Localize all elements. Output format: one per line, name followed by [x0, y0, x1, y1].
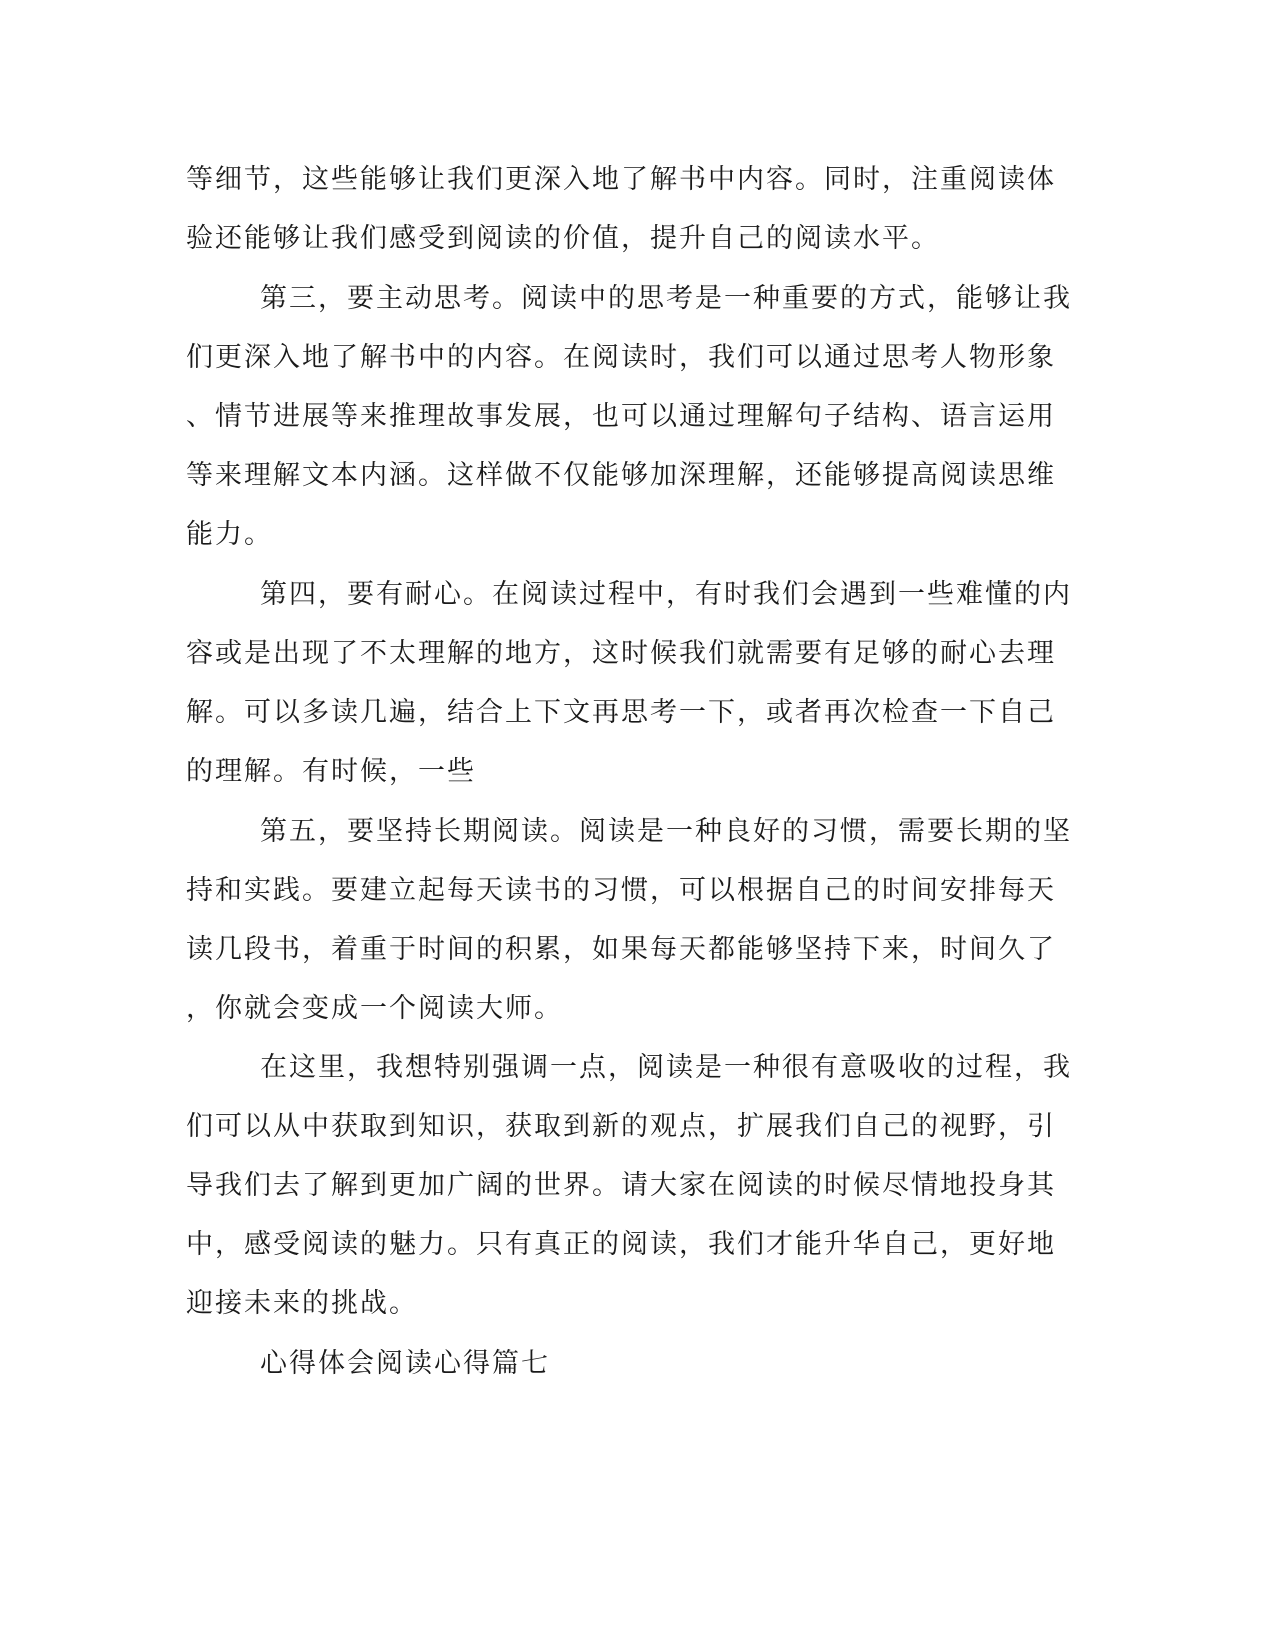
text-line: 读几段书，着重于时间的积累，如果每天都能够坚持下来，时间久了 [186, 934, 1056, 965]
text-line: 持和实践。要建立起每天读书的习惯，可以根据自己的时间安排每天 [186, 875, 1056, 906]
text-line: 导我们去了解到更加广阔的世界。请大家在阅读的时候尽情地投身其 [186, 1170, 1056, 1201]
paragraph-first-line: 在这里，我想特别强调一点，阅读是一种很有意吸收的过程，我 [260, 1052, 1072, 1083]
text-line: 迎接未来的挑战。 [186, 1288, 418, 1319]
text-line: 们可以从中获取到知识，获取到新的观点，扩展我们自己的视野，引 [186, 1111, 1056, 1142]
text-line: 等来理解文本内涵。这样做不仅能够加深理解，还能够提高阅读思维 [186, 460, 1056, 491]
text-line: 、情节进展等来推理故事发展，也可以通过理解句子结构、语言运用 [186, 401, 1056, 432]
text-line: 能力。 [186, 519, 273, 550]
paragraph-first-line: 第四，要有耐心。在阅读过程中，有时我们会遇到一些难懂的内 [260, 579, 1072, 610]
paragraph-first-line: 第三，要主动思考。阅读中的思考是一种重要的方式，能够让我 [260, 283, 1072, 314]
text-line: 验还能够让我们感受到阅读的价值，提升自己的阅读水平。 [186, 223, 940, 254]
text-line: 的理解。有时候，一些 [186, 756, 476, 787]
text-line: 解。可以多读几遍，结合上下文再思考一下，或者再次检查一下自己 [186, 697, 1056, 728]
paragraph-first-line: 第五，要坚持长期阅读。阅读是一种良好的习惯，需要长期的坚 [260, 816, 1072, 847]
text-line: 等细节，这些能够让我们更深入地了解书中内容。同时，注重阅读体 [186, 164, 1056, 195]
text-line: ，你就会变成一个阅读大师。 [186, 993, 563, 1024]
text-line: 中，感受阅读的魅力。只有真正的阅读，我们才能升华自己，更好地 [186, 1229, 1056, 1260]
text-line: 们更深入地了解书中的内容。在阅读时，我们可以通过思考人物形象 [186, 342, 1056, 373]
section-heading: 心得体会阅读心得篇七 [260, 1348, 550, 1379]
text-line: 容或是出现了不太理解的地方，这时候我们就需要有足够的耐心去理 [186, 638, 1056, 669]
